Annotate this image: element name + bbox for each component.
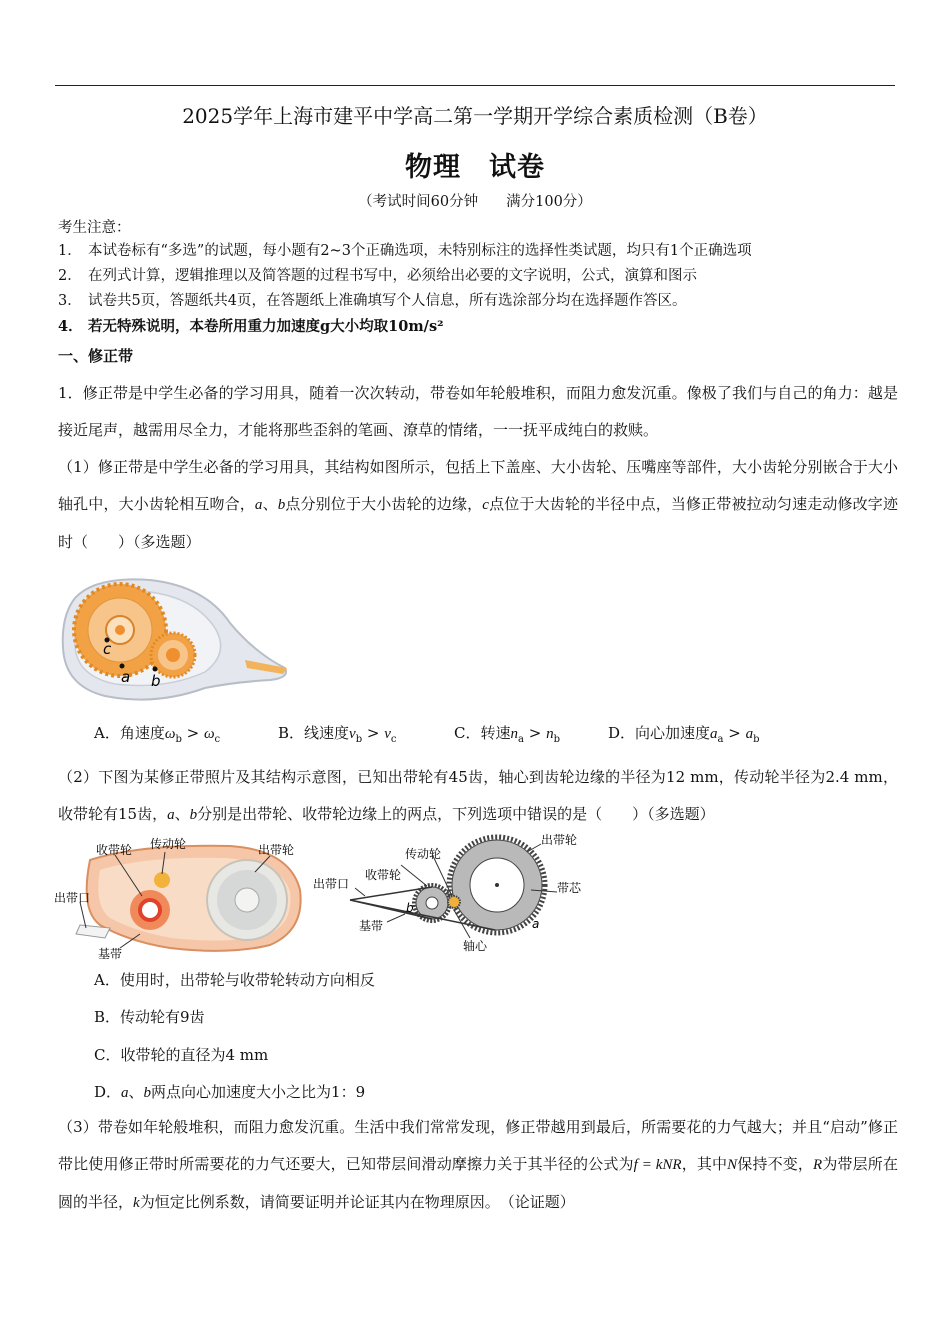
correction-tape-internal-photo xyxy=(50,830,315,962)
correction-tape-structure-diagram xyxy=(305,830,595,962)
diagram-label-b: b xyxy=(406,901,414,915)
diagram-drive-wheel xyxy=(448,896,460,908)
friction-formula: f = kNR xyxy=(633,1157,682,1173)
leader-line xyxy=(401,865,427,886)
label-c: c xyxy=(103,640,112,658)
notice-text: 本试卷标有“多选”的试题，每小题有2~3个正确选项，未特别标注的选择性类试题，均只有1个正确选项 xyxy=(88,243,752,259)
diagram-label-drive-wheel: 传动轮 xyxy=(405,847,442,861)
paper-label: 试卷 xyxy=(489,152,545,183)
notice-item xyxy=(58,314,908,339)
large-gear-axle xyxy=(115,625,125,635)
var-R: R xyxy=(813,1157,823,1173)
option-text: B．线速度 xyxy=(278,724,350,742)
photo-drive-wheel xyxy=(154,872,170,888)
notice-num: 1． xyxy=(58,243,82,259)
var-b: b xyxy=(189,807,198,823)
section-heading: 一、修正带 xyxy=(58,347,134,365)
q3-stem-text: 保持不变， xyxy=(737,1155,814,1173)
photo-label-take-wheel: 收带轮 xyxy=(96,843,133,857)
option-var: v xyxy=(349,726,356,742)
photo-take-hub xyxy=(140,900,160,920)
var-b: b xyxy=(277,497,286,513)
photo-label-out-mouth: 出带口 xyxy=(54,891,91,905)
notice-num: 2． xyxy=(58,268,82,284)
option-sub: a xyxy=(717,734,724,745)
notice-item xyxy=(58,289,908,314)
diagram-label-base: 基带 xyxy=(359,919,384,933)
option-var: v xyxy=(384,726,391,742)
photo-label-out-wheel: 出带轮 xyxy=(258,843,295,857)
option-op: > xyxy=(523,724,547,742)
q3-stem-text: （3）带卷如年轮般堆积，而阻力愈发沉重。生活中我们常常发现，修正带越用到最后，所需要花的力气越大；并且“启动”修正带比使用修正带时所需要花的力气还要大，已知带层间滑动摩擦力关于其半径的公式为 xyxy=(58,1118,898,1173)
correction-tape-photo xyxy=(55,568,295,708)
option-op: > xyxy=(723,724,746,742)
q2-stem-text: 、 xyxy=(174,805,190,823)
diagram-take-hub xyxy=(426,897,438,909)
q1-stem-text: 、 xyxy=(262,495,278,513)
diagram-out-axis xyxy=(495,883,499,887)
exam-title: 2025学年上海市建平中学高二第一学期开学综合素质检测（B卷） xyxy=(182,104,768,128)
q1-stem-text: （1）修正带是中学生必备的学习用具，其结构如图所示，包括上下盖座、大小齿轮、压嘴座等部件，大小齿轮分别嵌合于大小轴孔中，大小齿轮相互吻合， xyxy=(58,458,898,513)
var-a: a xyxy=(167,807,175,823)
q1-option-c[interactable] xyxy=(454,722,560,745)
q1-stem xyxy=(58,449,898,561)
notice-list xyxy=(58,239,908,339)
q2-option-a[interactable]: A．使用时，出带轮与收带轮转动方向相反 xyxy=(94,971,375,989)
option-text: 两点向心加速度大小之比为1：9 xyxy=(151,1083,366,1101)
var-a: a xyxy=(121,1085,129,1101)
option-sub: c xyxy=(390,734,397,745)
diagram-label-axis: 轴心 xyxy=(463,939,488,953)
diagram-label-out-mouth: 出带口 xyxy=(313,877,350,891)
leader-line xyxy=(80,902,86,928)
notice-text: 在列式计算，逻辑推理以及简答题的过程书写中，必须给出必要的文字说明，公式，演算和图示 xyxy=(88,268,697,284)
exam-timing xyxy=(0,190,950,211)
option-text: D． xyxy=(94,1083,122,1101)
notice-heading: 考生注意： xyxy=(58,220,131,236)
header-rule xyxy=(55,85,895,86)
photo-label-base: 基带 xyxy=(98,947,123,961)
notice-num: 3． xyxy=(58,293,82,309)
option-sub: b xyxy=(753,734,760,745)
photo-label-drive-wheel: 传动轮 xyxy=(150,837,187,851)
option-var: n xyxy=(546,726,554,742)
score-info: 满分100分） xyxy=(506,194,592,210)
label-a: a xyxy=(121,668,131,686)
q2-option-d[interactable] xyxy=(94,1081,365,1102)
notice-num: 4． xyxy=(58,318,83,335)
q2-option-c[interactable]: C．收带轮的直径为4 mm xyxy=(94,1046,269,1064)
photo-core xyxy=(235,888,259,912)
var-k: k xyxy=(133,1195,140,1211)
small-gear-hub xyxy=(166,648,180,662)
option-var: ω xyxy=(164,726,176,742)
q1-stem-text: 点位于大齿轮的半径中点，当修正带被拉动匀速走动修改字迹时（ ）（多选题） xyxy=(58,495,898,551)
option-text: A．角速度 xyxy=(94,724,165,742)
option-var: n xyxy=(510,726,518,742)
diagram-label-out-wheel: 出带轮 xyxy=(541,833,578,847)
subject-name: 物理 xyxy=(405,152,461,183)
notice-text: 若无特殊说明，本卷所用重力加速度g大小均取10m/s² xyxy=(88,318,444,335)
subject-title xyxy=(0,145,950,184)
q3-stem xyxy=(58,1109,898,1222)
option-var: a xyxy=(710,726,718,742)
option-text: 、 xyxy=(128,1083,144,1101)
var-a: a xyxy=(254,497,263,513)
label-b: b xyxy=(151,672,161,690)
notice-item xyxy=(58,239,908,264)
option-op: > xyxy=(362,724,385,742)
q1-option-a[interactable] xyxy=(94,722,220,745)
var-b: b xyxy=(143,1085,152,1101)
q2-stem-text: （2）下图为某修正带照片及其结构示意图，已知出带轮有45齿，轴心到齿轮边缘的半径为12 mm，传动轮半径为2.4 mm，收带轮有15齿， xyxy=(58,768,898,823)
option-sub: b xyxy=(175,734,182,745)
point-b-dot xyxy=(153,667,158,672)
option-sub: c xyxy=(214,734,221,745)
q2-stem-text: 分别是出带轮、收带轮边缘上的两点，下列选项中错误的是（ ）（多选题） xyxy=(197,805,715,823)
leader-line xyxy=(387,914,405,922)
q2-option-b[interactable]: B．传动轮有9齿 xyxy=(94,1008,205,1026)
time-info: （考试时间60分钟 xyxy=(358,194,479,210)
q3-stem-text: 为恒定比例系数，请简要证明并论证其内在物理原因。 （论证题） xyxy=(139,1193,575,1211)
q2-stem xyxy=(58,759,898,834)
notice-text: 试卷共5页，答题纸共4页，在答题纸上准确填写个人信息，所有选涂部分均在选择题作答区。 xyxy=(88,293,687,309)
question-intro: 1．修正带是中学生必备的学习用具，随着一次次转动，带卷如年轮般堆积，而阻力愈发沉重。像极了我们与自己的角力：越是接近尾声，越需用尽全力，才能将那些歪斜的笔画、潦草的情绪，一一抚平成纯白的救赎。 xyxy=(58,384,898,439)
q1-option-b[interactable] xyxy=(278,722,397,745)
option-text: D．向心加速度 xyxy=(608,724,711,742)
leader-line xyxy=(355,888,365,896)
option-sub: b xyxy=(355,734,363,745)
option-var: a xyxy=(745,726,754,742)
notice-item xyxy=(58,264,908,289)
q1-stem-text: 点分别位于大小齿轮的边缘， xyxy=(285,495,483,513)
option-var: ω xyxy=(203,726,215,742)
q3-stem-text: 为带层所在圆的半径， xyxy=(58,1155,898,1211)
option-text: C．转速 xyxy=(454,724,511,742)
option-op: > xyxy=(181,724,204,742)
var-N: N xyxy=(727,1157,738,1173)
q1-option-d[interactable] xyxy=(608,722,760,745)
var-c: c xyxy=(482,497,489,513)
option-sub: b xyxy=(553,734,560,745)
diagram-label-core: 带芯 xyxy=(557,881,582,895)
diagram-label-take-wheel: 收带轮 xyxy=(365,868,402,882)
q3-stem-text: ，其中 xyxy=(681,1155,728,1173)
option-sub: a xyxy=(517,734,524,745)
diagram-label-a: a xyxy=(532,917,540,931)
